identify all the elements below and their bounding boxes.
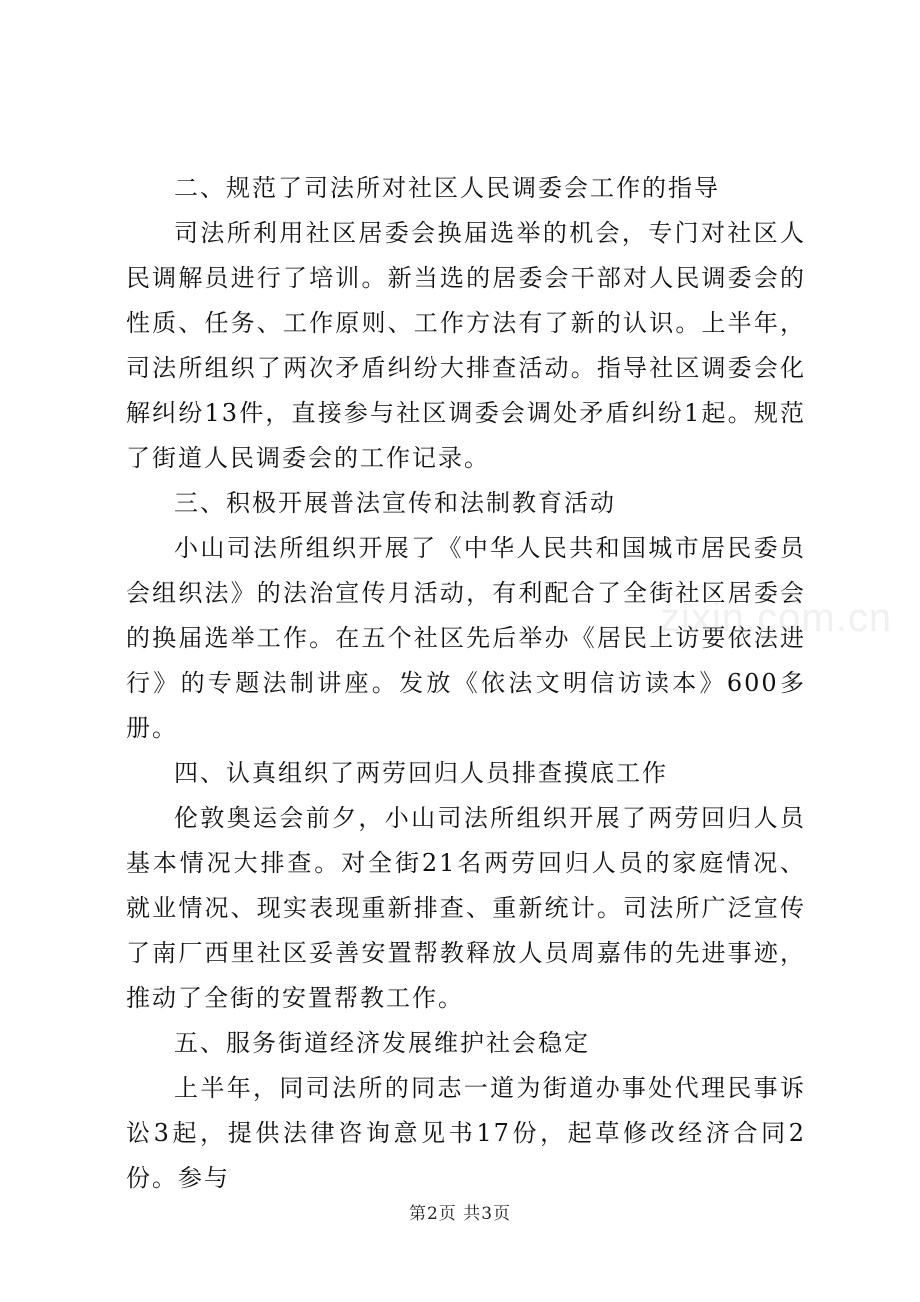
section-paragraph-3: 小山司法所组织开展了《中华人民共和国城市居民委员会组织法》的法治宣传月活动，有利配合了全街社区居委会的换届选举工作。在五个社区先后举办《居民上访要依法进行》的专题法制讲座。发放《依法文明信访读本》600多册。: [126, 534, 806, 742]
section-paragraph-4: 伦敦奥运会前夕，小山司法所组织开展了两劳回归人员基本情况大排查。对全街21名两劳回归人员的家庭情况、就业情况、现实表现重新排查、重新统计。司法所广泛宣传了南厂西里社区妥善安置帮教释放人员周嘉伟的先进事迹，推动了全街的安置帮教工作。: [126, 804, 806, 1012]
section-heading-3: 三、积极开展普法宣传和法制教育活动: [174, 489, 616, 517]
section-heading-5: 五、服务街道经济发展维护社会稳定: [174, 1029, 590, 1057]
page-number-footer: 第2页 共3页: [408, 1204, 512, 1224]
document-body: [126, 166, 806, 1201]
section-heading-4: 四、认真组织了两劳回归人员排查摸底工作: [174, 759, 668, 787]
section-heading-2: 二、规范了司法所对社区人民调委会工作的指导: [174, 174, 720, 202]
section-paragraph-2: 司法所利用社区居委会换届选举的机会，专门对社区人民调解员进行了培训。新当选的居委会干部对人民调委会的性质、任务、工作原则、工作方法有了新的认识。上半年，司法所组织了两次矛盾纠纷大排查活动。指导社区调委会化解纠纷13件，直接参与社区调委会调处矛盾纠纷1起。规范了街道人民调委会的工作记录。: [126, 219, 806, 472]
section-paragraph-5: 上半年，同司法所的同志一道为街道办事处代理民事诉讼3起，提供法律咨询意见书17份，起草修改经济合同2份。参与: [126, 1074, 806, 1192]
watermark-text: zixin.com.cn: [660, 596, 893, 640]
